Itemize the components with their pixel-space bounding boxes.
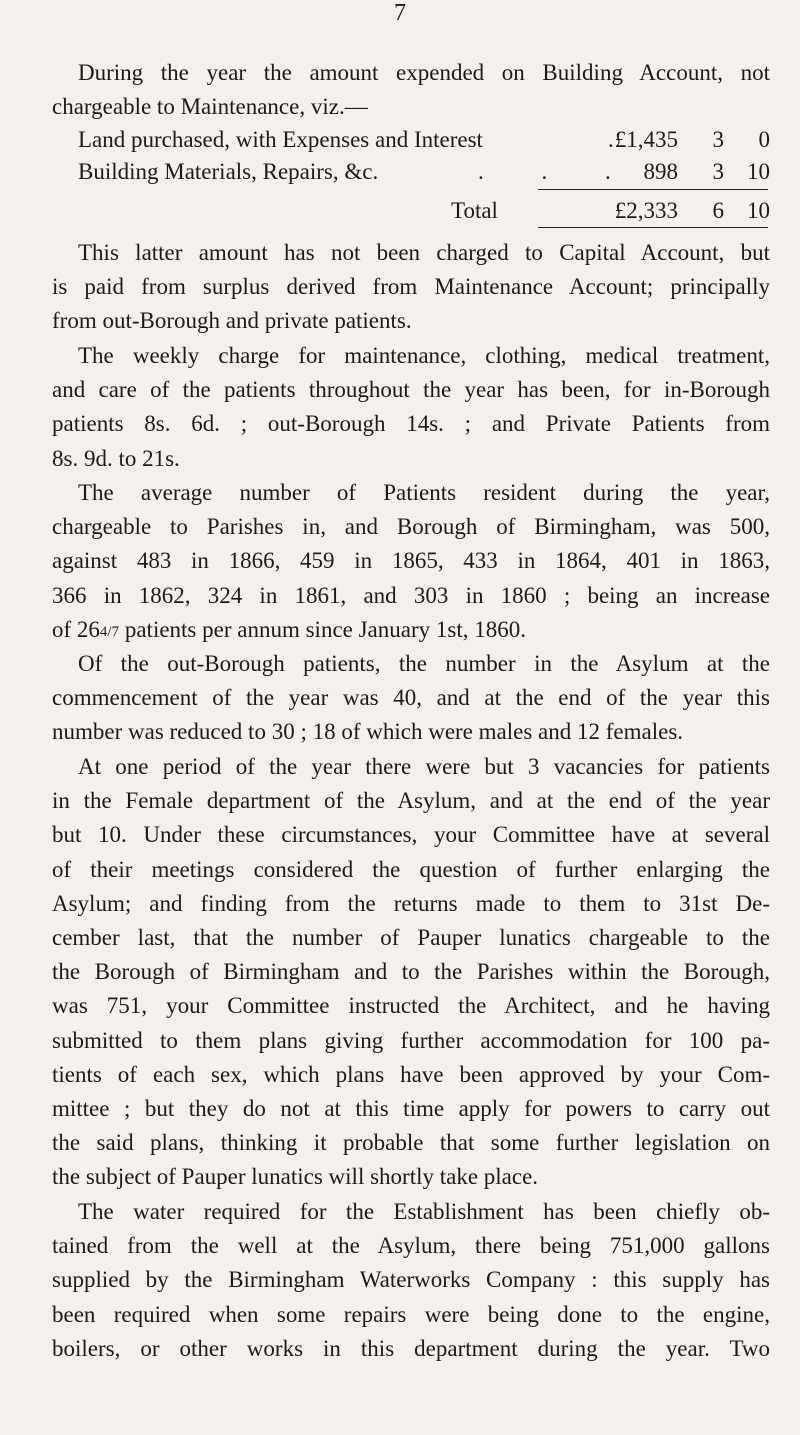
fraction: 4/7: [99, 623, 120, 640]
text-line: in the Female department of the Asylum, and at the end of the year: [52, 788, 770, 814]
paragraph-out-borough: [52, 647, 770, 750]
text-line: against 483 in 1866, 459 in 1865, 433 in 1864, 401 in 1863,: [52, 548, 770, 574]
leader-dots: .: [608, 127, 614, 152]
text-fragment: patients per annum since January 1st, 1860.: [124, 616, 526, 642]
text-line: tained from the well at the Asylum, there being 751,000 gallons: [52, 1233, 770, 1259]
account-row-total: [78, 196, 770, 226]
text-line: was 751, your Committee instructed the Architect, and he having: [52, 993, 770, 1019]
amount-shillings: 3: [712, 127, 724, 152]
total-pounds: £2,333: [614, 198, 678, 223]
amount-pounds: £1,435: [614, 127, 678, 152]
text-line: the subject of Pauper lunatics will shortly take place.: [52, 1164, 539, 1190]
text-line: mittee ; but they do not at this time apply for powers to carry out: [52, 1095, 770, 1121]
total-label: Total: [451, 198, 498, 223]
page-number: 7: [394, 0, 406, 26]
intro-paragraph: [52, 56, 770, 124]
paragraph-capital-account: [52, 236, 770, 339]
text-line: patients 8s. 6d. ; out-Borough 14s. ; and Private Patients from: [52, 411, 770, 437]
text-line: from out-Borough and private patients.: [52, 308, 412, 334]
text-line: The average number of Patients resident during the year,: [78, 480, 770, 505]
paragraph-average-patients: [52, 476, 770, 647]
text-line: supplied by the Birmingham Waterworks Company : this supply has: [52, 1267, 770, 1293]
text-line: [52, 613, 770, 647]
text-line: 8s. 9d. to 21s.: [52, 445, 180, 471]
total-pence: 10: [747, 198, 770, 223]
account-label: Building Materials, Repairs, &c.: [78, 159, 379, 184]
text-line: During the year the amount expended on Building Account, not: [78, 60, 770, 85]
amount-shillings: 3: [712, 159, 724, 184]
amount-pence: 10: [747, 159, 770, 184]
text-line: chargeable to Maintenance, viz.—: [52, 94, 368, 120]
paragraph-weekly-charge: [52, 339, 770, 476]
text-line: boilers, or other works in this department during the year. Two: [52, 1335, 770, 1361]
total-shillings: 6: [712, 198, 724, 223]
text-line: is paid from surplus derived from Maintenance Account; principally: [52, 274, 770, 300]
paragraph-vacancies: [52, 750, 770, 1194]
text-line: but 10. Under these circumstances, your Committee have at several: [52, 822, 770, 848]
text-line: commencement of the year was 40, and at the end of the year this: [52, 685, 770, 711]
account-row-building: [78, 157, 770, 187]
text-line: Of the out-Borough patients, the number in the Asylum at the: [78, 651, 770, 676]
text-line: chargeable to Parishes in, and Borough of Birmingham, was 500,: [52, 514, 770, 540]
account-label: Land purchased, with Expenses and Interest: [78, 127, 483, 152]
text-line: the said plans, thinking it probable that some further legislation on: [52, 1130, 770, 1156]
text-line: number was reduced to 30 ; 18 of which were males and 12 females.: [52, 719, 684, 745]
text-line: and care of the patients throughout the year has been, for in-Borough: [52, 377, 770, 403]
text-line: of their meetings considered the question of further enlarging the: [52, 856, 770, 882]
text-line: 366 in 1862, 324 in 1861, and 303 in 1860 ; being an increase: [52, 582, 770, 608]
text-line: This latter amount has not been charged to Capital Account, but: [78, 240, 770, 265]
text-line: been required when some repairs were being done to the engine,: [52, 1301, 770, 1327]
sum-rule: [538, 189, 768, 190]
account-row-land: [78, 125, 770, 155]
amount-pounds: 898: [643, 159, 678, 184]
text-line: The weekly charge for maintenance, clothing, medical treatment,: [78, 343, 770, 368]
text-line: The water required for the Establishment has been chiefly ob-: [78, 1199, 770, 1224]
text-line: Asylum; and finding from the returns made to them to 31st De-: [52, 890, 770, 916]
text-line: tients of each sex, which plans have been approved by your Com-: [52, 1061, 770, 1087]
text-line: At one period of the year there were but 3 vacancies for patients: [78, 754, 770, 779]
text-line: submitted to them plans giving further accommodation for 100 pa-: [52, 1027, 770, 1053]
paragraph-water-supply: [52, 1195, 770, 1366]
text-fragment: of 26: [52, 616, 100, 642]
text-line: cember last, that the number of Pauper lunatics chargeable to the: [52, 924, 770, 950]
amount-pence: 0: [758, 127, 770, 152]
total-rule: [538, 227, 768, 228]
leader-dots: . . .: [478, 159, 637, 184]
text-line: the Borough of Birmingham and to the Parishes within the Borough,: [52, 959, 770, 985]
